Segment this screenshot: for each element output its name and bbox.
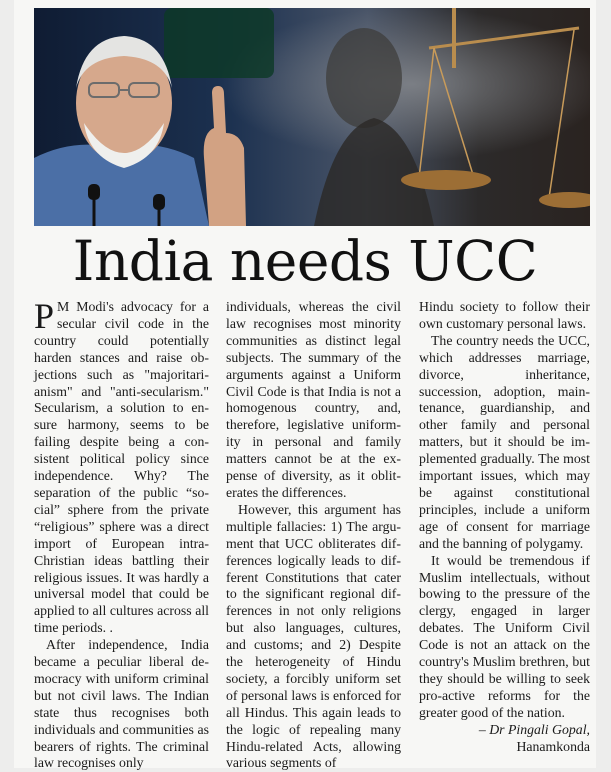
article-paragraph xyxy=(34,296,209,637)
article-body xyxy=(34,296,590,771)
author-location: Hanamkonda xyxy=(516,738,590,754)
article-column-1 xyxy=(34,296,209,772)
author-signature: – Dr Pingali Gopal, xyxy=(478,721,590,737)
article-paragraph: individuals, whereas the civil law recognises most minority communities as distinct legal subjects. The summary of the arguments against a Uniform Civil Code is that India is not a homogenous country, and, therefore, legislative uniformity in personal and family matters cannot be at the expense of diversity, as it obliterates the differences. xyxy=(226,299,401,500)
article-column-3 xyxy=(419,299,590,755)
article-paragraph: It would be tremendous if Muslim intellectuals, without bowing to the pressure of the clergy, engaged in larger debates. The Uniform Civil Code is not an attack on the country's Muslim brethren, but they should be willing to seek pro-active reforms for the greater good of the nation. xyxy=(419,552,590,720)
paragraph-text: M Modi's advocacy for a secular civil code in the country could potentially harden stances and raise objections such as "majoritarianism" and "anti-secularism." Secularism, a solution to ensure harmony, seems to be failing despite being a consistent political policy since independence. Why? The separation of the public “social” sphere from the private “religious” sphere was a direct import of European intra-Christian ideas battling their religious issues. It was hardly a universal model that could be applied to all cultures across all time periods. . xyxy=(34,299,209,636)
article-paragraph: After independence, India became a peculiar liberal democracy with uniform criminal but not civil laws. The Indian state thus recognises both individuals and communities as bearers of rights. The criminal law recognises only xyxy=(34,637,209,771)
article-column-2 xyxy=(226,299,401,772)
article-paragraph: However, this argument has multiple fallacies: 1) The argument that UCC obliterates differences logically leads to different Constitutions that cater to the significant regional differences in not only religions but also languages, cultures, and customs; and 2) Despite the heterogeneity of Hindu society, a forcibly uniform set of personal laws is enforced for all Hindus. This again leads to the logic of repealing many Hindu-related Acts, allowing various segments of xyxy=(226,501,401,771)
dropcap: P xyxy=(34,296,55,336)
headline: India needs UCC xyxy=(72,229,538,293)
article-photo xyxy=(34,8,590,226)
article-paragraph: Hindu society to follow their own customary personal laws. xyxy=(419,299,590,331)
article-paragraph: The country needs the UCC, which addresses marriage, divorce, inheritance, succession, adoption, maintenance, guardianship, and other family and personal matters, but it should be implemented gradually. The most important issues, which may be against constitutional principles, include a uniform age of consent for marriage and the banning of polygamy. xyxy=(419,332,590,551)
